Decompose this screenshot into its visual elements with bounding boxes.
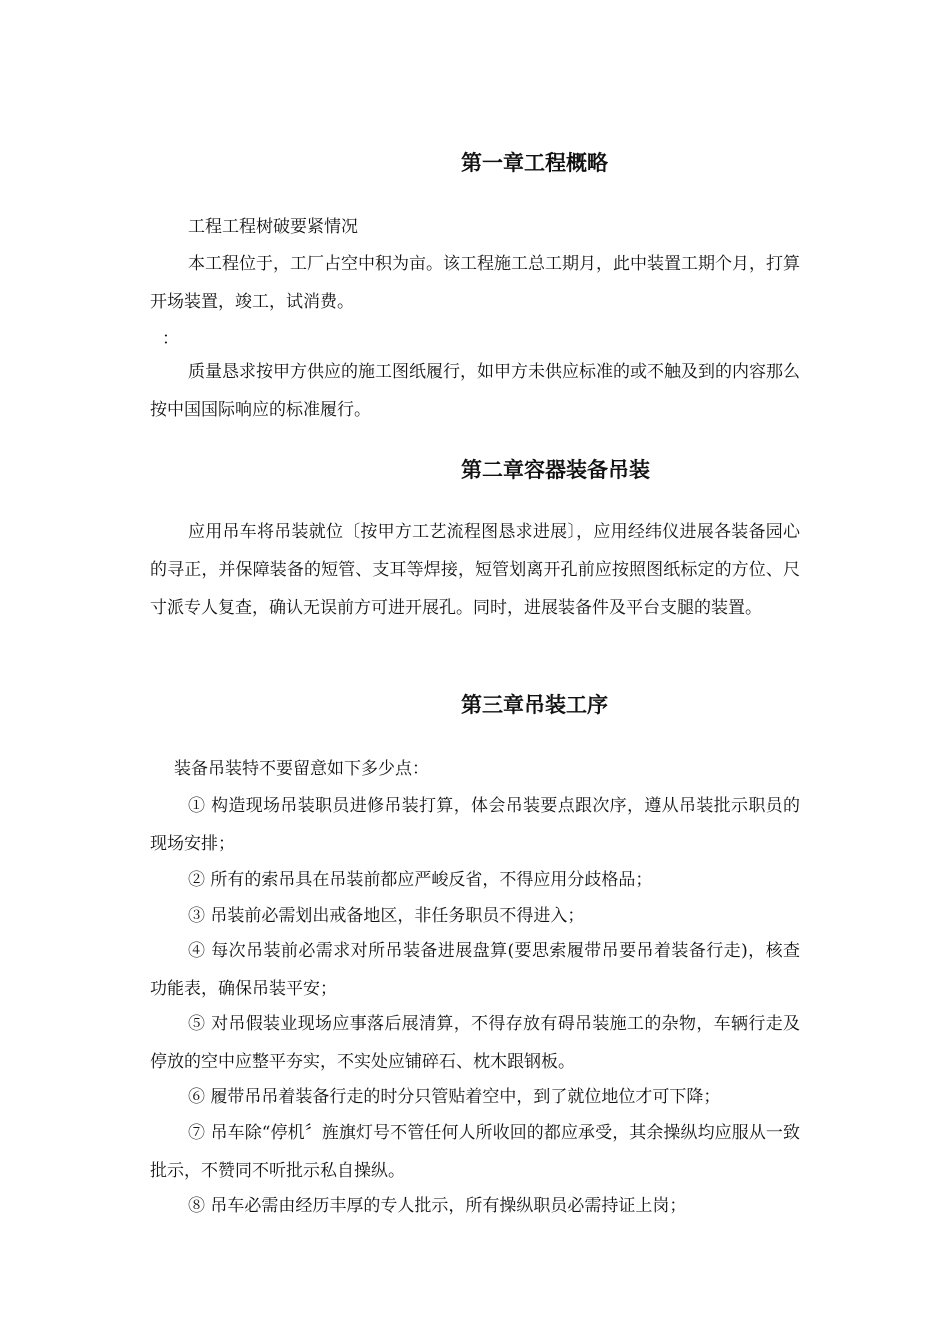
chapter-3-item-7: ⑦ 吊车除“停机〞旌旗灯号不管任何人所收回的都应承受，其余操纵均应服从一致批示，不赞同不听批示私自操纵。 xyxy=(150,1123,800,1181)
chapter-3-item-8: ⑧ 吊车必需由经历丰厚的专人批示，所有操纵职员必需持证上岗； xyxy=(188,1196,687,1216)
chapter-2-paragraph-1: 应用吊车将吊装就位〔按甲方工艺流程图恳求进展〕，应用经纬仪进展各装备园心的寻正，并保障装备的短管、支耳等焊接，短管划离开孔前应按照图纸标定的方位、尺寸派专人复查，确认无误前方可进开展孔。同时，进展装备件及平台支腿的装置。 xyxy=(150,522,800,618)
chapter-3-item-6: ⑥ 履带吊吊着装备行走的时分只管贴着空中，到了就位地位才可下降； xyxy=(188,1087,721,1107)
chapter-1-paragraph-1: 本工程位于，工厂占空中积为亩。该工程施工总工期月，此中装置工期个月，打算开场装置，竣工，试消费。 xyxy=(150,254,800,312)
chapter-3-intro: 装备吊装特不要留意如下多少点： xyxy=(174,759,429,779)
chapter-1-subtitle: 工程工程树破要紧情况 xyxy=(188,217,358,237)
chapter-3-item-3: ③ 吊装前必需划出戒备地区，非任务职员不得进入； xyxy=(188,906,585,926)
chapter-3-title: 第三章吊装工序 xyxy=(461,693,608,717)
chapter-1-title: 第一章工程概略 xyxy=(461,151,608,175)
chapter-1-paragraph-2: 质量恳求按甲方供应的施工图纸履行，如甲方未供应标准的或不触及到的内容那么按中国国际响应的标准履行。 xyxy=(150,362,800,420)
chapter-2-title: 第二章容器装备吊装 xyxy=(461,458,650,482)
chapter-3-item-4: ④ 每次吊装前必需求对所吊装备进展盘算(要思索履带吊要吊着装备行走)，核查功能表，确保吊装平安； xyxy=(150,941,800,999)
chapter-3-item-5: ⑤ 对吊假装业现场应事落后展清算，不得存放有碍吊装施工的杂物，车辆行走及停放的空中应整平夯实，不实处应铺碎石、枕木跟钢板。 xyxy=(150,1014,800,1072)
chapter-3-item-2: ② 所有的索吊具在吊装前都应严峻反省，不得应用分歧格品； xyxy=(188,870,653,890)
chapter-1-separator: ： xyxy=(162,329,179,349)
chapter-3-item-1: ① 构造现场吊装职员进修吊装打算，体会吊装要点跟次序，遵从吊装批示职员的现场安排； xyxy=(150,796,800,854)
